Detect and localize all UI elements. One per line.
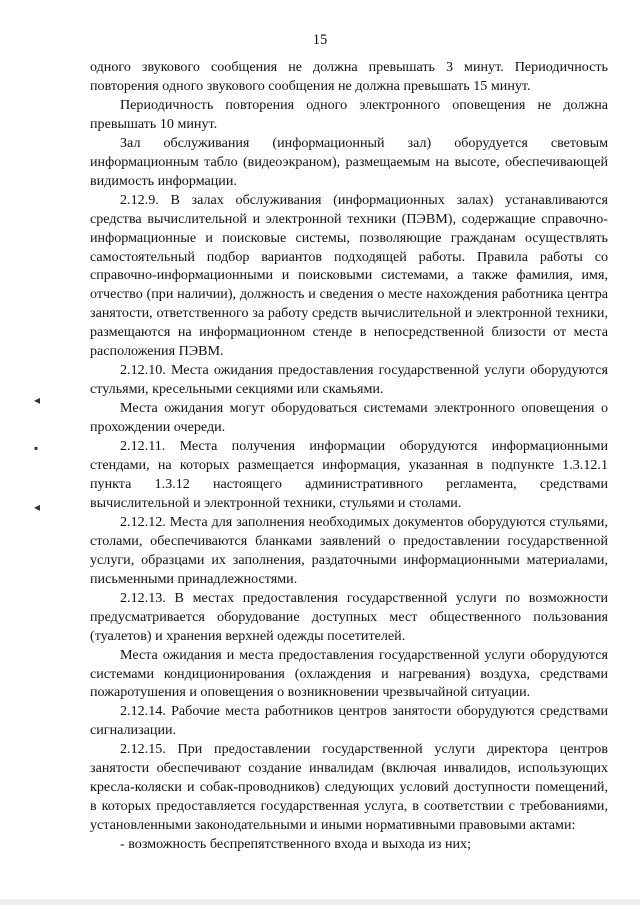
- paragraph-2-12-11: 2.12.11. Места получения информации оборудуются информационными стендами, на которых размещается информация, указанная в подпункте 1.3.12.1 пункта 1.3.12 настоящего административного регламента, средствами вычислительной и электронной техники, стульями и столами.: [90, 438, 608, 511]
- paragraph: Зал обслуживания (информационный зал) оборудуется световым информационным табло (видеоэкраном), размещаемым на высоте, обеспечивающей видимость информации.: [90, 134, 608, 189]
- paragraph-2-12-9: 2.12.9. В залах обслуживания (информационных залах) устанавливаются средства вычислительной и электронной техники (ПЭВМ), содержащие справочно-информационные и поисковые системы, позволяющие гражданам осуществлять самостоятельный подбор вариантов подходящей работы. Правила работы со справочно-информационными и поисковыми системами, а также фамилия, имя, отчество (при наличии), должность и сведения о месте нахождения работника центра занятости, ответственного за работу средств вычислительной и электронной техники, размещаются на информационном стенде в непосредственной близости от места расположения ПЭВМ.: [90, 191, 608, 360]
- margin-mark: ▪: [34, 441, 39, 455]
- page-bottom-edge: [0, 899, 640, 905]
- paragraph-2-12-12: 2.12.12. Места для заполнения необходимых документов оборудуются стульями, столами, обеспечиваются бланками заявлений о предоставлении государственной услуги, образцами их заполнения, раздаточными информационными материалами, письменными принадлежностями.: [90, 513, 608, 587]
- paragraph: Периодичность повторения одного электронного оповещения не должна превышать 10 минут.: [90, 96, 608, 132]
- page-number: 15: [312, 32, 328, 48]
- paragraph-2-12-13: 2.12.13. В местах предоставления государственной услуги по возможности предусматривается оборудование доступных мест общественного пользования (туалетов) и хранения верхней одежды посетителей.: [90, 589, 608, 644]
- paragraph-2-12-15: 2.12.15. При предоставлении государственной услуги директора центров занятости обеспечивают создание инвалидам (включая инвалидов, использующих кресла-коляски и собак-проводников) следующих условий доступности помещений, в которых предоставляется государственная услуга, в соответствии с требованиями, установленными законодательными и иными нормативными правовыми актами:: [90, 741, 608, 834]
- document-body: [90, 58, 608, 854]
- paragraph: Места ожидания и места предоставления государственной услуги оборудуются системами кондиционирования (охлаждения и нагревания) воздуха, средствами пожаротушения и оповещения о возникновении чрезвычайной ситуации.: [90, 646, 608, 701]
- margin-mark: ◂: [34, 500, 41, 514]
- paragraph: одного звукового сообщения не должна превышать 3 минут. Периодичность повторения одного звукового сообщения не должна превышать 15 минут.: [90, 59, 608, 94]
- paragraph: Места ожидания могут оборудоваться системами электронного оповещения о прохождении очереди.: [90, 400, 608, 436]
- list-item: - возможность беспрепятственного входа и выхода из них;: [120, 836, 471, 853]
- paragraph-2-12-10: 2.12.10. Места ожидания предоставления государственной услуги оборудуются стульями, кресельными секциями или скамьями.: [90, 362, 608, 398]
- paragraph-2-12-14: 2.12.14. Рабочие места работников центров занятости оборудуются средствами сигнализации.: [90, 703, 608, 739]
- margin-mark: ◂: [34, 393, 41, 407]
